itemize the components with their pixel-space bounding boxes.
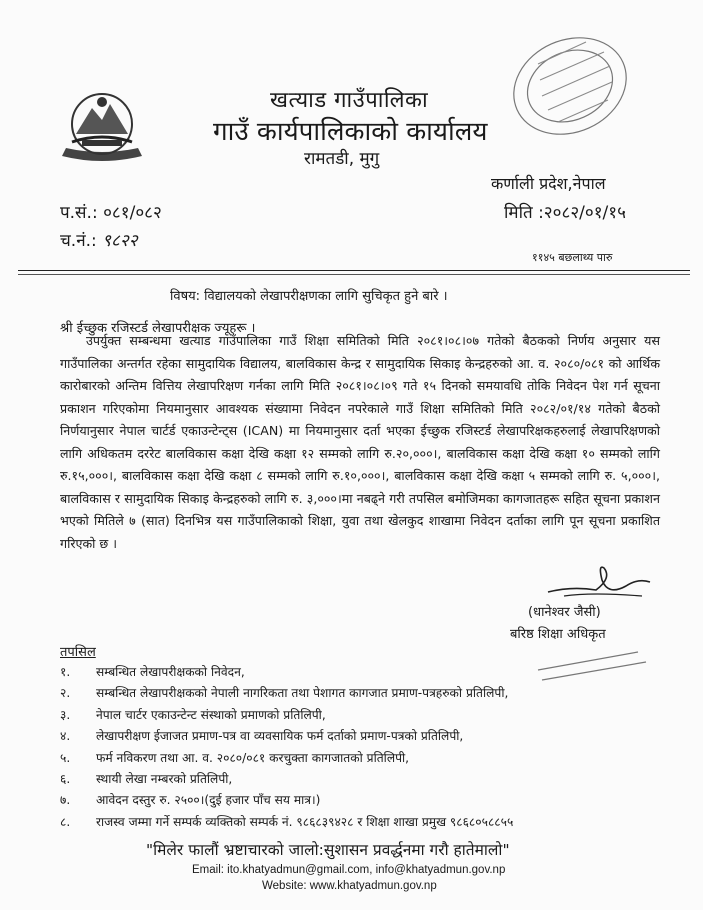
list-item: ४. लेखापरीक्षण ईजाजत प्रमाण-पत्र वा व्यवसायिक फर्म दर्ताको प्रमाण-पत्रको प्रतिलिपी, <box>60 729 464 744</box>
signature-mark <box>542 560 662 604</box>
nepal-emblem-logo <box>52 86 152 164</box>
anniversary-note: ११४५ बछलाथ्य पारु <box>532 251 613 264</box>
list-item: २. सम्बन्धित लेखापरीक्षकको नेपाली नागरिकता तथा पेशागत कागजात प्रमाण-पत्रहरुको प्रतिलिपी, <box>60 686 509 701</box>
header-divider-thin <box>18 274 690 275</box>
dispatch-label: च.नं.: <box>60 231 97 251</box>
office-name: गाउँ कार्यपालिकाको कार्यालय <box>213 117 488 147</box>
signatory-name: (धानेश्वर जैसी) <box>528 605 601 620</box>
signatory-title: बरिष्ठ शिक्षा अधिकृत <box>510 627 606 642</box>
salutation: श्री ईच्छुक रजिस्टर्ड लेखापरीक्षक ज्यूहरू । <box>60 321 256 336</box>
dispatch-value: ९८२२ <box>102 231 138 251</box>
motto: "मिलेर फालौं भ्रष्टाचारको जालो:सुशासन प्रवर्द्धनमा गरौ हातेमालो" <box>146 841 510 859</box>
contact-email: Email: ito.khatyadmun@gmail.com, info@khatyadmun.gov.np <box>192 864 506 876</box>
list-item: ६. स्थायी लेखा नम्बरको प्रतिलिपी, <box>60 772 233 787</box>
office-location: रामतडी, मुगु <box>304 149 380 169</box>
letter-subject: विषय: विद्यालयको लेखापरीक्षणका लागि सुचिकृत हुने बारे । <box>170 289 448 304</box>
official-stamp <box>500 20 640 150</box>
list-item: ८. राजस्व जम्मा गर्ने सम्पर्क व्यक्तिको सम्पर्क नं. ९८६८३९४२८ र शिक्षा शाखा प्रमुख ९८६८०५८८५५ <box>60 814 514 829</box>
signature-stamp <box>528 640 658 684</box>
list-item: ७. आवेदन दस्तुर रु. २५००।(दुई हजार पाँच सय मात्र।) <box>60 793 321 808</box>
header-divider <box>18 270 690 271</box>
contact-website: Website: www.khatyadmun.gov.np <box>262 880 437 892</box>
letter-body: उपर्युक्त सम्बन्धमा खत्याड गाउँपालिका गाउँ शिक्षा समितिको मिति २०८१।०८।०७ गतेको बैठकको निर्णय अनुसार यस गाउँपालिका अन्तर्गत रहेका सामुदायिक विद्यालय, बालविकास केन्द्र र सामुदायिक सिकाइ केन्द्रहरुको आ. व. २०८०/०८१ को आर्थिक कारोबारको अन्तिम वित्तिय लेखापरिक्षण गर्नका लागि मिति २०८१।०८।०९ गते १५ दिनको समयावधि तोकि निवेदन पेश गर्न सूचना प्रकाशन गरिएकोमा नियमानुसार आवश्यक संख्यामा निवेदन नपरेकाले गाउँ शिक्षा समितिको मिति २०८२/०१/१४ गतेको बैठको निर्णयानुसार नेपाल चार्टर्ड एकाउन्टेन्ट्स (ICAN) मा नियमानुसार दर्ता भएका ईच्छुक रजिस्टर्ड लेखापरिक्षकहरुलाई लेखापरिक्षणको लागि अधिकतम दररेट बालविकास कक्षा देखि कक्षा १२ सम्मको लागि रु.२०,०००।, बालविकास कक्षा देखि कक्षा १० सम्मको लागि रु.१५,०००।, बालविकास कक्षा देखि कक्षा ८ सम्मको लागि रु.१०,०००।, बालविकास कक्षा देखि कक्षा ५ सम्मको लागि रु. ५,०००।, बालविकास र सामुदायिक सिकाइ केन्द्रहरुको लागि रु. ३,०००।मा नबढ्ने गरी तपसिल बमोजिमका कागजातहरू सहित सूचना प्रकाशन भएको मितिले ७ (सात) दिनभित्र यस गाउँपालिकाको शिक्षा, युवा तथा खेलकुद शाखामा निवेदन दर्ताका लागि पून सूचना प्रकाशित गरिएको छ । <box>60 333 660 551</box>
enclosures-list <box>60 662 513 833</box>
list-item: १. सम्बन्धित लेखापरीक्षकको निवेदन, <box>60 665 245 679</box>
enclosures-title: तपसिल <box>60 645 96 660</box>
letter-number: प.सं.: ०८१/०८२ <box>60 203 162 223</box>
province-name: कर्णाली प्रदेश,नेपाल <box>491 174 606 193</box>
list-item: ३. नेपाल चार्टर एकाउन्टेन्ट संस्थाको प्रमाणको प्रतिलिपी, <box>60 707 326 722</box>
list-item: ५. फर्म नविकरण तथा आ. व. २०८०/०८१ करचुक्ता कागजातको प्रतिलिपी, <box>60 750 410 765</box>
letter-date: मिति :२०८२/०१/१५ <box>504 203 626 223</box>
municipality-name: खत्याड गाउँपालिका <box>270 88 429 113</box>
dispatch-number <box>60 228 138 251</box>
